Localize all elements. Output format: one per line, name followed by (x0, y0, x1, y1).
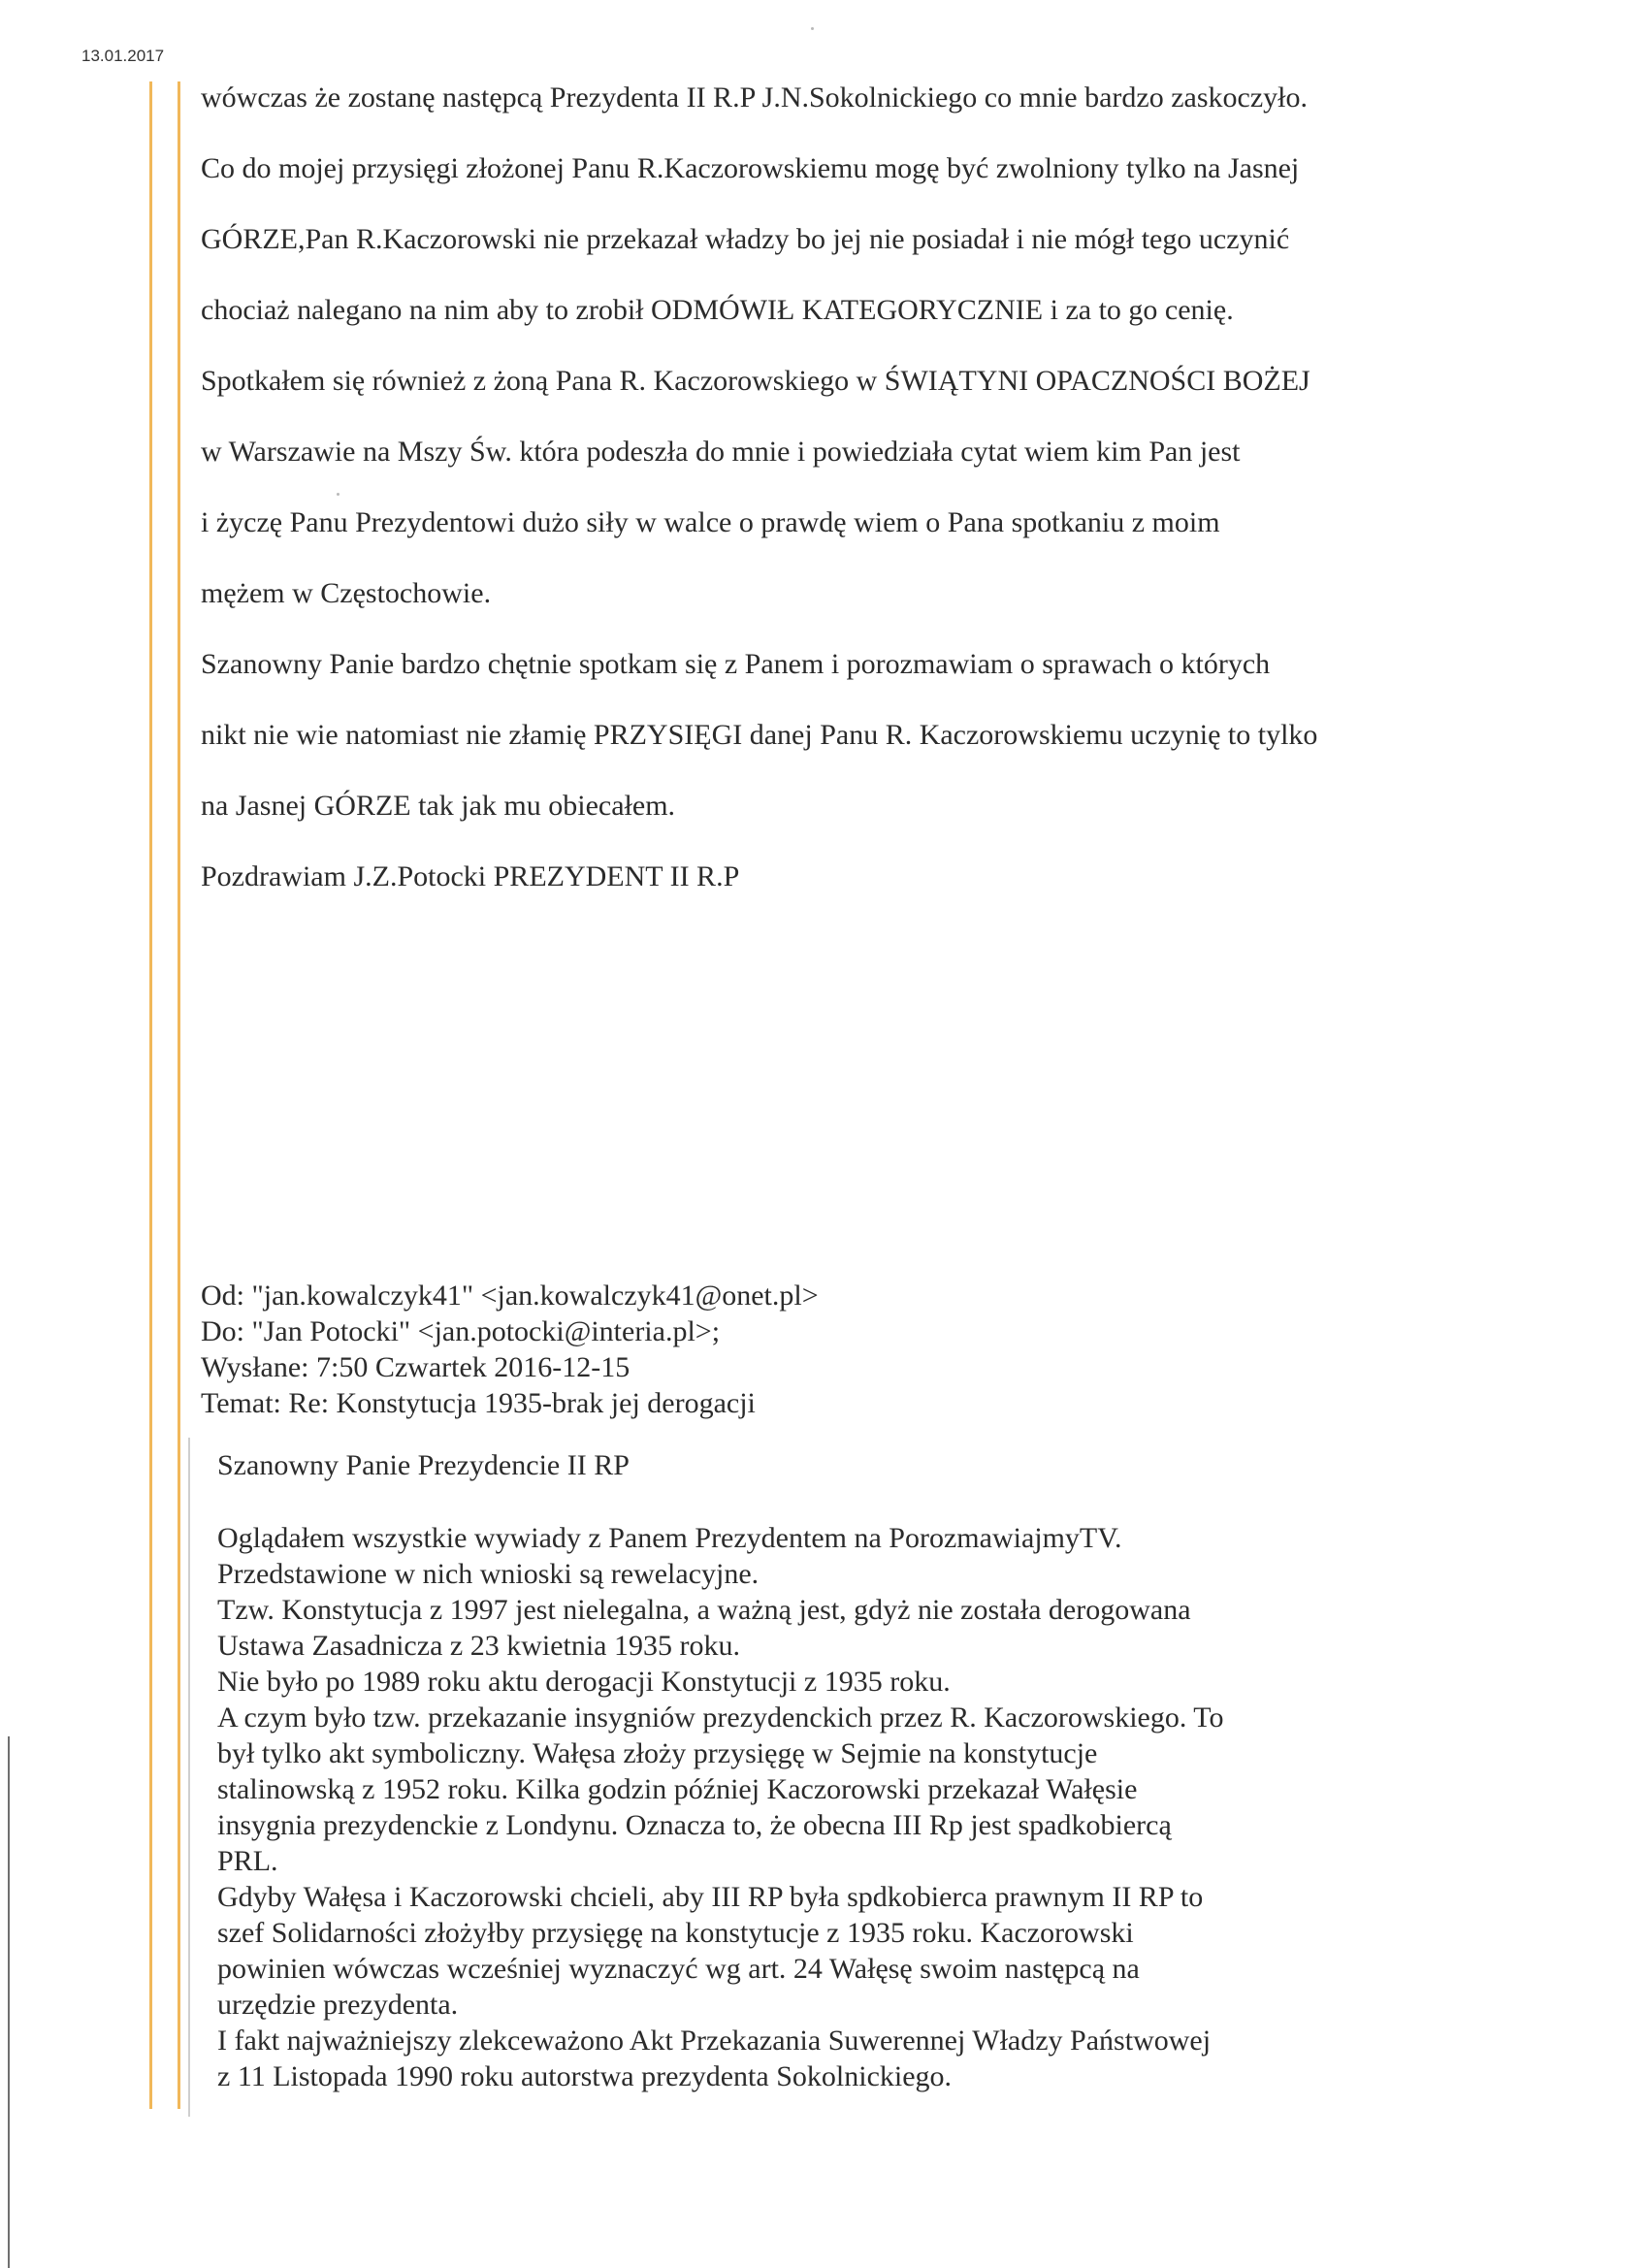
quoted-line: Tzw. Konstytucja z 1997 jest nielegalna, a ważną jest, gdyż nie została derogowana (217, 1594, 1191, 1626)
letter-paragraph: mężem w Częstochowie. (201, 577, 492, 609)
quoted-line: I fakt najważniejszy zlekceważono Akt Przekazania Suwerennej Władzy Państwowej (217, 2025, 1212, 2057)
letter-paragraph: Spotkałem się również z żoną Pana R. Kaczorowskiego w ŚWIĄTYNI OPACZNOŚCI BOŻEJ (201, 365, 1310, 397)
quoted-salutation: Szanowny Panie Prezydencie II RP (217, 1449, 630, 1481)
email-header (201, 1278, 1394, 1421)
quoted-line: Ustawa Zasadnicza z 23 kwietnia 1935 roku. (217, 1630, 740, 1662)
letter-signature: Pozdrawiam J.Z.Potocki PREZYDENT II R.P (201, 860, 740, 892)
email-sent: Wysłane: 7:50 Czwartek 2016-12-15 (201, 1351, 630, 1383)
quoted-line: Przedstawione w nich wnioski są rewelacyjne. (217, 1558, 760, 1590)
quoted-line: PRL. (217, 1845, 278, 1877)
print-date: 13.01.2017 (81, 47, 165, 65)
letter-paragraph: na Jasnej GÓRZE tak jak mu obiecałem. (201, 790, 676, 822)
quoted-line: był tylko akt symboliczny. Wałęsa złoży przysięgę w Sejmie na konstytucje (217, 1737, 1098, 1769)
scan-speck (811, 27, 814, 30)
quoted-line: stalinowską z 1952 roku. Kilka godzin później Kaczorowski przekazał Wałęsie (217, 1773, 1138, 1805)
letter-paragraph: Szanowny Panie bardzo chętnie spotkam się z Panem i porozmawiam o sprawach o których (201, 648, 1271, 680)
quoted-line: insygnia prezydenckie z Londynu. Oznacza to, że obecna III Rp jest spadkobiercą (217, 1809, 1172, 1841)
scan-edge (8, 1736, 10, 2268)
letter-paragraph: Co do mojej przysięgi złożonej Panu R.Kaczorowskiemu mogę być zwolniony tylko na Jasnej (201, 152, 1300, 184)
quoted-line: powinien wówczas wcześniej wyznaczyć wg art. 24 Wałęsę swoim następcą na (217, 1953, 1140, 1985)
letter-paragraph: w Warszawie na Mszy Św. która podeszła do mnie i powiedziała cytat wiem kim Pan jest (201, 436, 1241, 468)
quoted-line: z 11 Listopada 1990 roku autorstwa prezydenta Sokolnickiego. (217, 2060, 953, 2092)
quoted-message (188, 1438, 1403, 2117)
letter-body (201, 80, 1394, 929)
letter-paragraph: nikt nie wie natomiast nie złamię PRZYSIĘGI danej Panu R. Kaczorowskiemu uczynię to tylko (201, 719, 1318, 751)
email-to: Do: "Jan Potocki" <jan.potocki@interia.pl>; (201, 1315, 721, 1347)
quoted-line: A czym było tzw. przekazanie insygniów prezydenckich przez R. Kaczorowskiego. To (217, 1701, 1224, 1733)
quoted-line: Nie było po 1989 roku aktu derogacji Konstytucji z 1935 roku. (217, 1666, 951, 1698)
quoted-line: Oglądałem wszystkie wywiady z Panem Prezydentem na PorozmawiajmyTV. (217, 1522, 1122, 1554)
quote-bar-outer (149, 81, 152, 2109)
email-subject: Temat: Re: Konstytucja 1935-brak jej derogacji (201, 1387, 756, 1419)
quoted-body (217, 1520, 1391, 2094)
quote-bar-inner (178, 81, 180, 2109)
quoted-line: szef Solidarności złożyłby przysięgę na konstytucje z 1935 roku. Kaczorowski (217, 1917, 1134, 1949)
email-from: Od: "jan.kowalczyk41" <jan.kowalczyk41@onet.pl> (201, 1280, 819, 1312)
letter-paragraph: chociaż nalegano na nim aby to zrobił ODMÓWIŁ KATEGORYCZNIE i za to go cenię. (201, 294, 1234, 326)
letter-paragraph: GÓRZE,Pan R.Kaczorowski nie przekazał władzy bo jej nie posiadał i nie mógł tego uczynić (201, 223, 1290, 255)
letter-paragraph: i życzę Panu Prezydentowi dużo siły w walce o prawdę wiem o Pana spotkaniu z moim (201, 506, 1220, 538)
quoted-line: Gdyby Wałęsa i Kaczorowski chcieli, aby III RP była spdkobierca prawnym II RP to (217, 1881, 1204, 1913)
quoted-line: urzędzie prezydenta. (217, 1989, 459, 2021)
letter-paragraph: wówczas że zostanę następcą Prezydenta II R.P J.N.Sokolnickiego co mnie bardzo zaskoczyło. (201, 81, 1308, 113)
